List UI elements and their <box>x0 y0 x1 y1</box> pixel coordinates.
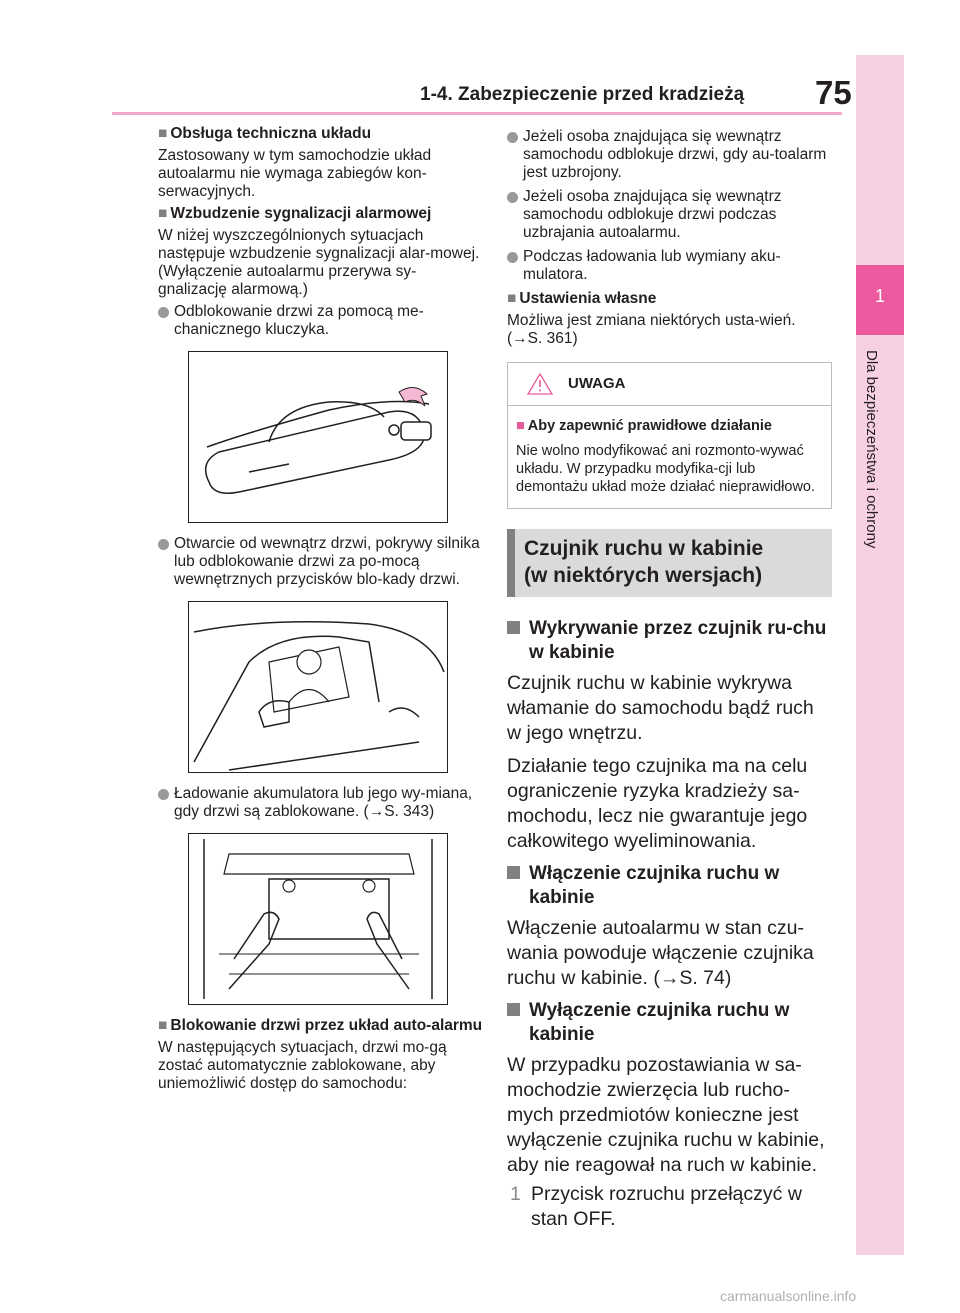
page-number: 75 <box>815 74 852 111</box>
circle-bullet-icon <box>158 789 169 800</box>
square-bullet-icon: ■ <box>507 290 517 307</box>
paragraph: W niżej wyszczególnionych sytuacjach następuje wzbudzenie sygnalizacji alar-mowej. <box>158 227 480 262</box>
left-column <box>158 125 483 1097</box>
heading-auto-lock: ■ Blokowanie drzwi przez układ auto-alarmu <box>158 1017 483 1034</box>
side-tab-number: 1 <box>874 286 885 306</box>
circle-bullet-icon <box>507 252 518 263</box>
watermark: carmanualsonline.info <box>720 1288 857 1304</box>
warning-box <box>507 362 832 509</box>
paragraph: Działanie tego czujnika ma na celu ograniczenie ryzyka kradzieży sa-mochodu, lecz nie gwarantuje jego całkowitego wyeliminowania. <box>507 755 808 852</box>
battery-illustration <box>188 833 448 1005</box>
square-bullet-icon <box>507 1003 520 1016</box>
list-item: Ładowanie akumulatora lub jego wy-miana, gdy drzwi są zablokowane. (→S. 343) <box>158 785 483 821</box>
warning-title-bar <box>508 363 831 406</box>
heading-detection: Wykrywanie przez czujnik ru-chu w kabinie <box>507 617 832 665</box>
square-bullet-icon: ■ <box>516 418 525 434</box>
step-number: 1 <box>510 1183 521 1205</box>
step-item: 1 Przycisk rozruchu przełączyć w stan OFF. <box>510 1183 802 1230</box>
warning-title: UWAGA <box>568 375 626 392</box>
paragraph: W następujących sytuacjach, drzwi mo-gą zostać automatycznie zablokowane, aby uniemożliwić dostęp do samochodu: <box>158 1039 447 1092</box>
heading-disable-sensor: Wyłączenie czujnika ruchu w kabinie <box>507 999 832 1047</box>
chapter-title: 1-4. Zabezpieczenie przed kradzieżą <box>420 84 745 105</box>
circle-bullet-icon <box>507 132 518 143</box>
paragraph: Zastosowany w tym samochodzie układ autoalarmu nie wymaga zabiegów kon-serwacyjnych. <box>158 147 432 200</box>
paragraph: Możliwa jest zmiana niektórych usta-wień. (→S. 361) <box>507 312 796 347</box>
list-item: Otwarcie od wewnątrz drzwi, pokrywy silnika lub odblokowanie drzwi za po-mocą wewnętrznych przycisków blo-kady drzwi. <box>158 535 483 589</box>
list-item: Jeżeli osoba znajdująca się wewnątrz samochodu odblokuje drzwi podczas uzbrajania autoalarmu. <box>507 188 832 242</box>
heading-custom-settings: ■ Ustawienia własne <box>507 290 657 307</box>
circle-bullet-icon <box>158 539 169 550</box>
square-bullet-icon: ■ <box>158 205 168 222</box>
warning-text: Nie wolno modyfikować ani rozmonto-wywać układu. W przypadku modyfika-cji lub demontażu układ może działać nieprawidłowo. <box>516 443 816 495</box>
warning-triangle-icon <box>526 372 554 396</box>
square-bullet-icon <box>507 621 520 634</box>
square-bullet-icon <box>507 866 520 879</box>
heading-maintenance: ■ Obsługa techniczna układu <box>158 125 372 142</box>
paragraph: W przypadku pozostawiania w sa-mochodzie zwierzęcia lub rucho-mych przedmiotów konieczne jest wyłączenie czujnika ruchu w kabinie, aby nie reagował na ruch w kabinie. <box>507 1054 825 1176</box>
side-tab-strip <box>856 55 904 1255</box>
paragraph: Czujnik ruchu w kabinie wykrywa włamanie do samochodu bądź ruch w jego wnętrzu. <box>507 672 814 744</box>
header-rule <box>112 112 842 115</box>
heading-alarm-trigger: ■ Wzbudzenie sygnalizacji alarmowej <box>158 205 432 222</box>
car-door-person-illustration <box>188 601 448 773</box>
heading-enable-sensor: Włączenie czujnika ruchu w kabinie <box>507 862 832 910</box>
list-item: Podczas ładowania lub wymiany aku-mulatora. <box>507 248 832 284</box>
warning-heading: ■ Aby zapewnić prawidłowe działanie <box>516 418 772 434</box>
paragraph: Włączenie autoalarmu w stan czu-wania powoduje włączenie czujnika ruchu w kabinie. (→S. 74) <box>507 917 814 989</box>
section-bar <box>507 529 515 597</box>
list-item: Jeżeli osoba znajdująca się wewnątrz samochodu odblokuje drzwi, gdy au-toalarm jest uzbrojony. <box>507 128 832 182</box>
right-column <box>507 128 832 1232</box>
circle-bullet-icon <box>158 307 169 318</box>
side-tab-label: Dla bezpieczeństwa i ochrony <box>863 350 880 549</box>
square-bullet-icon: ■ <box>158 1017 168 1034</box>
list-item: Odblokowanie drzwi za pomocą me-chanicznego kluczyka. <box>158 303 483 339</box>
paragraph: (Wyłączenie autoalarmu przerywa sy-gnalizację alarmową.) <box>158 263 417 298</box>
square-bullet-icon: ■ <box>158 125 168 142</box>
circle-bullet-icon <box>507 192 518 203</box>
section-header <box>507 529 832 597</box>
door-key-illustration <box>188 351 448 523</box>
section-title: Czujnik ruchu w kabinie (w niektórych wersjach) <box>524 537 764 587</box>
